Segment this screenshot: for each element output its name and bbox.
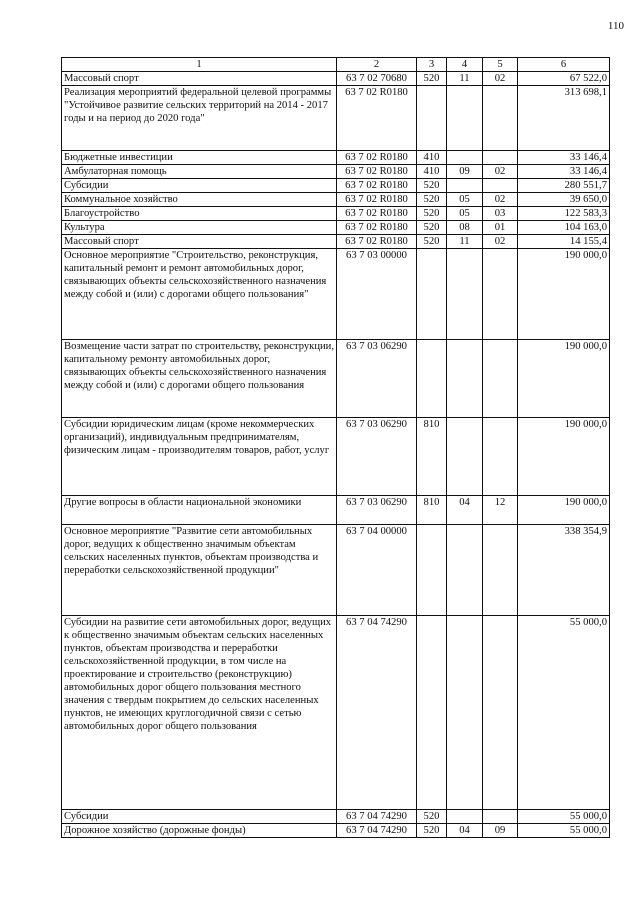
cell-vr — [417, 525, 447, 616]
cell-pr: 12 — [483, 496, 518, 525]
cell-sum: 67 522,0 — [518, 72, 610, 86]
table-row — [62, 418, 610, 496]
cell-pr — [483, 616, 518, 810]
cell-pr: 09 — [483, 824, 518, 838]
table-row — [62, 151, 610, 165]
cell-rz — [447, 86, 483, 151]
cell-name: Массовый спорт — [62, 72, 337, 86]
cell-rz — [447, 418, 483, 496]
table-row — [62, 340, 610, 418]
cell-sum: 190 000,0 — [518, 249, 610, 340]
cell-vr — [417, 340, 447, 418]
cell-sum: 190 000,0 — [518, 496, 610, 525]
cell-name: Другие вопросы в области национальной экономики — [62, 496, 337, 525]
cell-vr: 410 — [417, 151, 447, 165]
table-row — [62, 249, 610, 340]
cell-sum: 313 698,1 — [518, 86, 610, 151]
cell-pr — [483, 151, 518, 165]
cell-code: 63 7 02 R0180 — [337, 86, 417, 151]
cell-vr: 520 — [417, 72, 447, 86]
cell-name: Субсидии на развитие сети автомобильных дорог, ведущих к общественно значимым объектам сельских населенных пунктов, объектам производства и переработки сельскохозяйственной продукции, в том числе на проектирование и строительство (реконструкцию) автомобильных дорог общего пользования местного значения с твердым покрытием до сельских населенных пунктов, не имеющих круглогодичной связи с сетью автомобильных дорог общего пользования — [62, 616, 337, 810]
cell-rz: 09 — [447, 165, 483, 179]
cell-code: 63 7 02 R0180 — [337, 235, 417, 249]
cell-pr: 02 — [483, 235, 518, 249]
cell-vr: 520 — [417, 235, 447, 249]
cell-rz: 04 — [447, 496, 483, 525]
cell-pr: 01 — [483, 221, 518, 235]
cell-sum: 39 650,0 — [518, 193, 610, 207]
cell-code: 63 7 03 06290 — [337, 418, 417, 496]
column-header: 1 — [62, 58, 337, 72]
cell-rz: 04 — [447, 824, 483, 838]
cell-vr: 520 — [417, 207, 447, 221]
table-row — [62, 616, 610, 810]
table-row — [62, 824, 610, 838]
column-header: 3 — [417, 58, 447, 72]
cell-rz — [447, 616, 483, 810]
cell-sum: 104 163,0 — [518, 221, 610, 235]
cell-name: Субсидии юридическим лицам (кроме некоммерческих организаций), индивидуальным предпринимателям, физическим лицам - производителям товаров, работ, услуг — [62, 418, 337, 496]
table-row — [62, 179, 610, 193]
cell-sum: 55 000,0 — [518, 810, 610, 824]
cell-rz — [447, 151, 483, 165]
cell-vr: 520 — [417, 810, 447, 824]
table-row — [62, 235, 610, 249]
cell-code: 63 7 02 R0180 — [337, 151, 417, 165]
cell-vr — [417, 616, 447, 810]
cell-rz — [447, 249, 483, 340]
cell-sum: 338 354,9 — [518, 525, 610, 616]
cell-name: Субсидии — [62, 810, 337, 824]
cell-code: 63 7 03 06290 — [337, 496, 417, 525]
cell-name: Амбулаторная помощь — [62, 165, 337, 179]
cell-rz — [447, 525, 483, 616]
cell-name: Основное мероприятие "Развитие сети автомобильных дорог, ведущих к общественно значимым объектам сельских населенных пунктов, объектам производства и переработки сельскохозяйственной продукции" — [62, 525, 337, 616]
cell-code: 63 7 04 74290 — [337, 824, 417, 838]
cell-sum: 190 000,0 — [518, 418, 610, 496]
cell-code: 63 7 02 R0180 — [337, 207, 417, 221]
cell-rz: 11 — [447, 235, 483, 249]
cell-vr: 520 — [417, 193, 447, 207]
column-header: 5 — [483, 58, 518, 72]
cell-pr — [483, 179, 518, 193]
cell-pr: 02 — [483, 72, 518, 86]
cell-rz — [447, 179, 483, 193]
cell-code: 63 7 02 R0180 — [337, 165, 417, 179]
table-header-row — [62, 58, 610, 72]
cell-code: 63 7 03 00000 — [337, 249, 417, 340]
cell-pr: 02 — [483, 165, 518, 179]
cell-vr: 810 — [417, 496, 447, 525]
cell-name: Коммунальное хозяйство — [62, 193, 337, 207]
table-row — [62, 496, 610, 525]
cell-code: 63 7 02 70680 — [337, 72, 417, 86]
cell-rz: 11 — [447, 72, 483, 86]
table-row — [62, 221, 610, 235]
cell-pr — [483, 810, 518, 824]
cell-rz: 05 — [447, 207, 483, 221]
column-header: 4 — [447, 58, 483, 72]
column-header: 6 — [518, 58, 610, 72]
cell-pr — [483, 418, 518, 496]
cell-code: 63 7 04 74290 — [337, 616, 417, 810]
cell-rz — [447, 810, 483, 824]
cell-vr: 520 — [417, 179, 447, 193]
budget-table — [61, 57, 610, 838]
cell-vr — [417, 249, 447, 340]
table-row — [62, 86, 610, 151]
column-header: 2 — [337, 58, 417, 72]
cell-sum: 55 000,0 — [518, 616, 610, 810]
cell-name: Дорожное хозяйство (дорожные фонды) — [62, 824, 337, 838]
cell-name: Субсидии — [62, 179, 337, 193]
cell-rz: 08 — [447, 221, 483, 235]
cell-sum: 280 551,7 — [518, 179, 610, 193]
cell-pr — [483, 249, 518, 340]
cell-code: 63 7 02 R0180 — [337, 221, 417, 235]
table-row — [62, 72, 610, 86]
cell-code: 63 7 02 R0180 — [337, 193, 417, 207]
cell-name: Основное мероприятие "Строительство, реконструкция, капитальный ремонт и ремонт автомобильных дорог, связывающих объекты сельскохозяйственного назначения между собой и (или) с дорогами общего пользования" — [62, 249, 337, 340]
cell-sum: 14 155,4 — [518, 235, 610, 249]
cell-pr — [483, 525, 518, 616]
cell-vr: 520 — [417, 221, 447, 235]
cell-code: 63 7 04 00000 — [337, 525, 417, 616]
table-row — [62, 193, 610, 207]
cell-vr: 410 — [417, 165, 447, 179]
table-row — [62, 810, 610, 824]
cell-sum: 55 000,0 — [518, 824, 610, 838]
cell-vr — [417, 86, 447, 151]
cell-vr: 810 — [417, 418, 447, 496]
cell-code: 63 7 04 74290 — [337, 810, 417, 824]
cell-name: Возмещение части затрат по строительству, реконструкции, капитальному ремонту автомобильных дорог, связывающих объекты сельскохозяйственного назначения между собой и (или) с дорогами общего пользования — [62, 340, 337, 418]
cell-name: Культура — [62, 221, 337, 235]
cell-vr: 520 — [417, 824, 447, 838]
cell-rz: 05 — [447, 193, 483, 207]
cell-rz — [447, 340, 483, 418]
cell-pr — [483, 340, 518, 418]
cell-sum: 122 583,3 — [518, 207, 610, 221]
cell-pr: 03 — [483, 207, 518, 221]
cell-code: 63 7 02 R0180 — [337, 179, 417, 193]
cell-name: Массовый спорт — [62, 235, 337, 249]
table-row — [62, 165, 610, 179]
cell-name: Благоустройство — [62, 207, 337, 221]
cell-pr: 02 — [483, 193, 518, 207]
cell-sum: 190 000,0 — [518, 340, 610, 418]
cell-sum: 33 146,4 — [518, 151, 610, 165]
cell-name: Реализация мероприятий федеральной целевой программы "Устойчивое развитие сельских территорий на 2014 - 2017 годы и на период до 2020 года" — [62, 86, 337, 151]
cell-name: Бюджетные инвестиции — [62, 151, 337, 165]
cell-sum: 33 146,4 — [518, 165, 610, 179]
table-row — [62, 525, 610, 616]
cell-pr — [483, 86, 518, 151]
cell-code: 63 7 03 06290 — [337, 340, 417, 418]
page-number: 110 — [607, 20, 624, 32]
table-row — [62, 207, 610, 221]
